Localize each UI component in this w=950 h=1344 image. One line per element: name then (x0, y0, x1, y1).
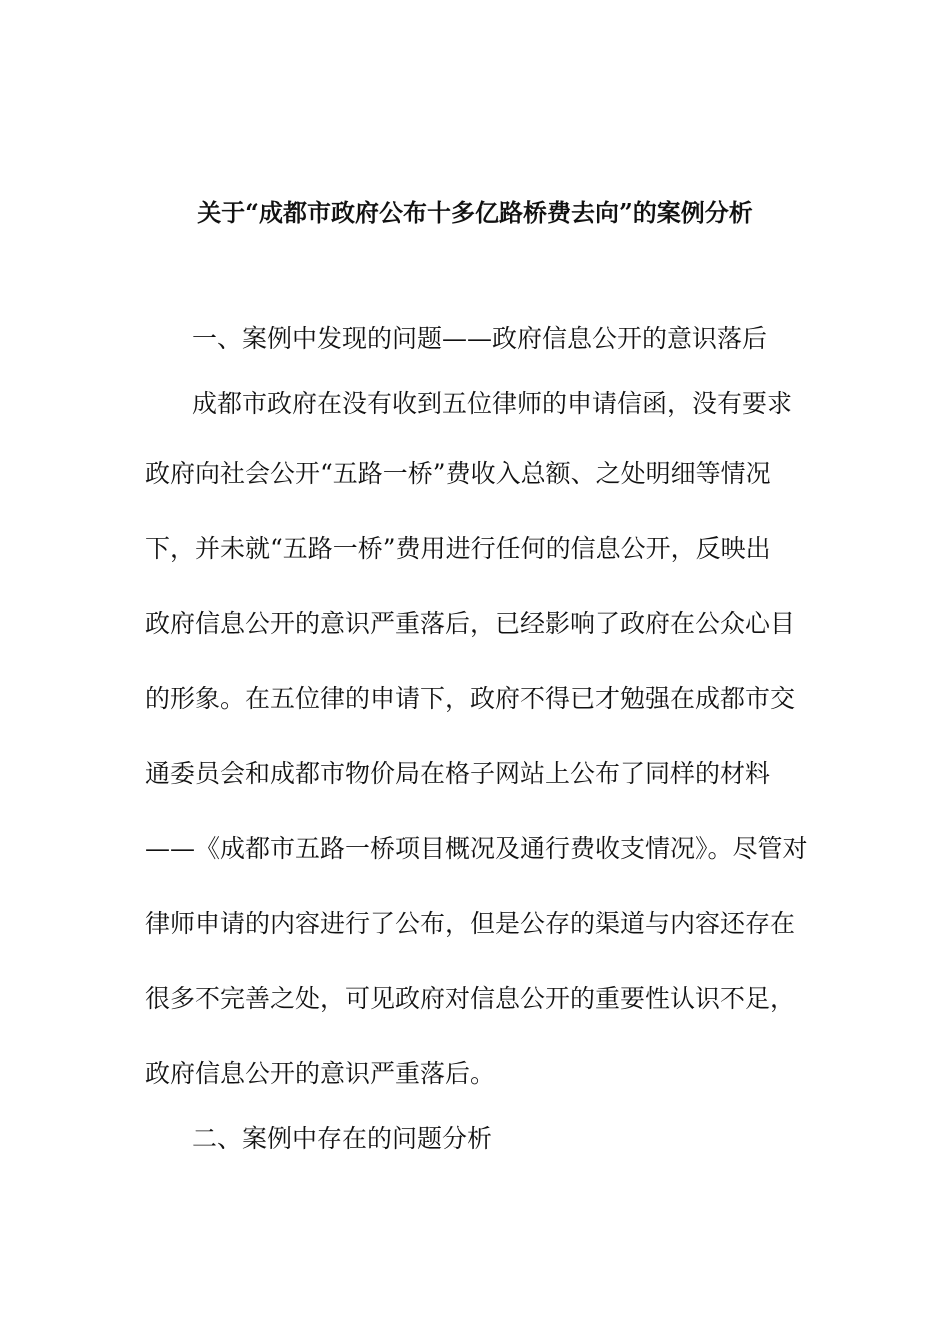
document-title: 关于“成都市政府公布十多亿路桥费去向”的案例分析 (197, 198, 753, 227)
section-2-heading: 二、案例中存在的问题分析 (192, 1124, 493, 1153)
paragraph-line-1: 成都市政府在没有收到五位律师的申请信函，没有要求 (192, 389, 793, 418)
paragraph-line-4: 政府信息公开的意识严重落后，已经影响了政府在公众心目 (145, 609, 796, 638)
paragraph-line-6: 通委员会和成都市物价局在格子网站上公布了同样的材料 (145, 759, 771, 788)
paragraph-line-9: 很多不完善之处，可见政府对信息公开的重要性认识不足， (145, 984, 796, 1013)
paragraph-line-10: 政府信息公开的意识严重落后。 (145, 1059, 496, 1088)
paragraph-line-2: 政府向社会公开“五路一桥”费收入总额、之处明细等情况 (145, 459, 771, 488)
paragraph-line-8: 律师申请的内容进行了公布，但是公存的渠道与内容还存在 (145, 909, 796, 938)
section-1-heading: 一、案例中发现的问题——政府信息公开的意识落后 (192, 324, 768, 353)
paragraph-line-5: 的形象。在五位律的申请下，政府不得已才勉强在成都市交 (145, 684, 796, 713)
paragraph-line-7: ——《成都市五路一桥项目概况及通行费收支情况》。尽管对 (145, 834, 808, 863)
paragraph-line-3: 下，并未就“五路一桥”费用进行任何的信息公开，反映出 (145, 534, 771, 563)
